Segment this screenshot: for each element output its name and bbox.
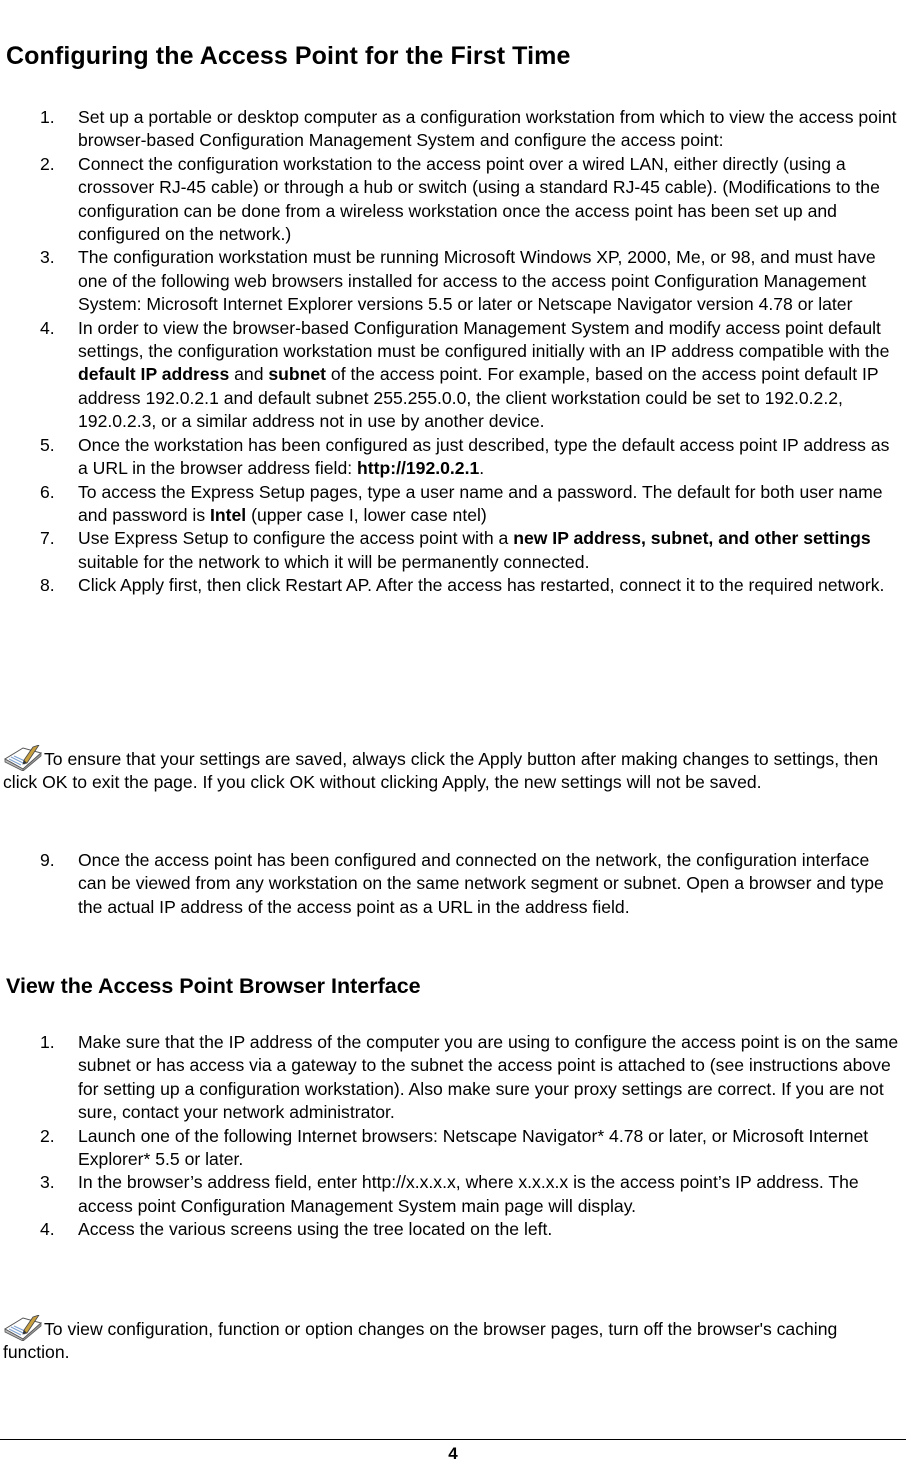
bold-text: new IP address, subnet, and other settings: [513, 528, 871, 549]
list-item: [0, 246, 900, 316]
text-run: In the browser’s address field, enter http://x.x.x.x, where x.x.x.x is the access point’s IP address. The access point Configuration Management System main page will display.: [78, 1172, 859, 1216]
list-item: [0, 317, 900, 434]
text-run: To access the Express Setup pages, type a user name and a password. The default for both user name and password is: [78, 481, 883, 525]
list-item-number: 8.: [40, 575, 55, 596]
list-item-text: [78, 246, 900, 316]
list-item-text: [78, 1125, 900, 1172]
list-item: [0, 1031, 900, 1125]
note-cache-text: To view configuration, function or option changes on the browser pages, turn off the browser's caching function.: [3, 1319, 838, 1363]
list-item-number: 1.: [40, 1032, 55, 1052]
page-number: 4: [448, 1444, 458, 1463]
note-pencil-icon: [3, 1315, 43, 1341]
text-run: of the access point. For example, based on the access point default IP address 192.0.2.1 and default subnet 255.255.0.0, the client workstation could be set to 192.0.2.2, 192.0.2.3, or a similar address not in use by another device.: [78, 364, 879, 432]
list-item: [0, 1218, 900, 1241]
text-run: suitable for the network to which it will be permanently connected.: [78, 551, 590, 572]
list-item-number: 2.: [40, 1125, 55, 1146]
list-item-number: 6.: [40, 481, 55, 502]
list-item-text: [78, 317, 900, 434]
list-item: [0, 153, 900, 247]
list-item-text: [78, 434, 900, 481]
list-item-number: 5.: [40, 434, 55, 455]
list-item-number: 2.: [40, 153, 55, 174]
list-item-number: 7.: [40, 528, 55, 549]
list-item-number: 3.: [40, 1172, 55, 1193]
text-run: Access the various screens using the tree located on the left.: [78, 1219, 553, 1240]
note-cache: [3, 1315, 901, 1365]
list-item-text: [78, 574, 900, 597]
text-run: Connect the configuration workstation to the access point over a wired LAN, either directly (using a crossover RJ-45 cable) or through a hub or switch (using a standard RJ-45 cable). (Modifications to the configuration can be done from a wireless workstation once the access point has been set up and configured on the network.): [78, 153, 880, 245]
section-title-browser-interface: View the Access Point Browser Interface: [6, 974, 421, 998]
list-item: [0, 434, 900, 481]
list-item-text: [78, 1171, 900, 1218]
list-item-text: [78, 849, 900, 919]
list-item: [0, 106, 900, 153]
list-item-number: 4.: [40, 1219, 55, 1240]
text-run: In order to view the browser-based Configuration Management System and modify access point default settings, the configuration workstation must be configured initially with an IP address compatible with the: [78, 317, 890, 362]
list-item-text: [78, 1218, 900, 1241]
text-run: Set up a portable or desktop computer as a configuration workstation from which to view the access point browser-based Configuration Management System and configure the access point:: [78, 107, 897, 151]
list-item-number: 1.: [40, 107, 55, 127]
list-item-number: 4.: [40, 317, 55, 338]
text-run: (upper case I, lower case ntel): [246, 504, 487, 525]
text-run: The configuration workstation must be running Microsoft Windows XP, 2000, Me, or 98, and must have one of the following web browsers installed for access to the access point Configuration Management System: Microsoft Internet Explorer versions 5.5 or later or Netscape Navigator version 4.78 or later: [78, 247, 876, 315]
list-item: [0, 481, 900, 528]
list-item: [0, 527, 900, 574]
list-item: [0, 1125, 900, 1172]
footer-divider: [0, 1439, 906, 1440]
note-apply: [3, 745, 901, 795]
text-run: and: [229, 364, 269, 385]
list-item: [0, 849, 900, 919]
text-run: Use Express Setup to configure the access point with a: [78, 528, 514, 549]
bold-text: http://192.0.2.1: [357, 458, 480, 479]
text-run: .: [479, 458, 485, 479]
setup-steps-list: [0, 106, 900, 598]
list-item-text: [78, 527, 900, 574]
list-item-number: 3.: [40, 247, 55, 268]
list-item-text: [78, 1031, 900, 1125]
page-title: Configuring the Access Point for the First Time: [6, 42, 571, 70]
browser-interface-steps-list: [0, 1031, 900, 1242]
note-pencil-icon: [3, 745, 43, 771]
text-run: Launch one of the following Internet browsers: Netscape Navigator* 4.78 or later, or Microsoft Internet Explorer* 5.5 or later.: [78, 1125, 869, 1170]
text-run: Make sure that the IP address of the computer you are using to configure the access point is on the same subnet or has access via a gateway to the subnet the access point is attached to (see instructions above for setting up a configuration workstation). Also make sure your proxy settings are correct. If you are not sure, contact your network administrator.: [78, 1032, 899, 1123]
bold-text: Intel: [210, 504, 247, 525]
post-setup-steps-list: [0, 849, 900, 919]
list-item: [0, 574, 900, 597]
note-apply-text: To ensure that your settings are saved, always click the Apply button after making changes to settings, then click OK to exit the page. If you click OK without clicking Apply, the new settings will not be saved.: [3, 749, 879, 793]
list-item-number: 9.: [40, 850, 55, 870]
list-item-text: [78, 153, 900, 247]
list-item-text: [78, 106, 900, 153]
text-run: Once the access point has been configured and connected on the network, the configuration interface can be viewed from any workstation on the same network segment or subnet. Open a browser and type the actual IP address of the access point as a URL in the address field.: [78, 850, 884, 917]
list-item: [0, 1171, 900, 1218]
list-item-text: [78, 481, 900, 528]
text-run: Click Apply first, then click Restart AP. After the access has restarted, connect it to the required network.: [78, 575, 885, 596]
bold-text: subnet: [268, 364, 327, 385]
text-run: Once the workstation has been configured as just described, type the default access point IP address as a URL in the browser address field:: [78, 434, 890, 479]
bold-text: default IP address: [78, 364, 230, 385]
